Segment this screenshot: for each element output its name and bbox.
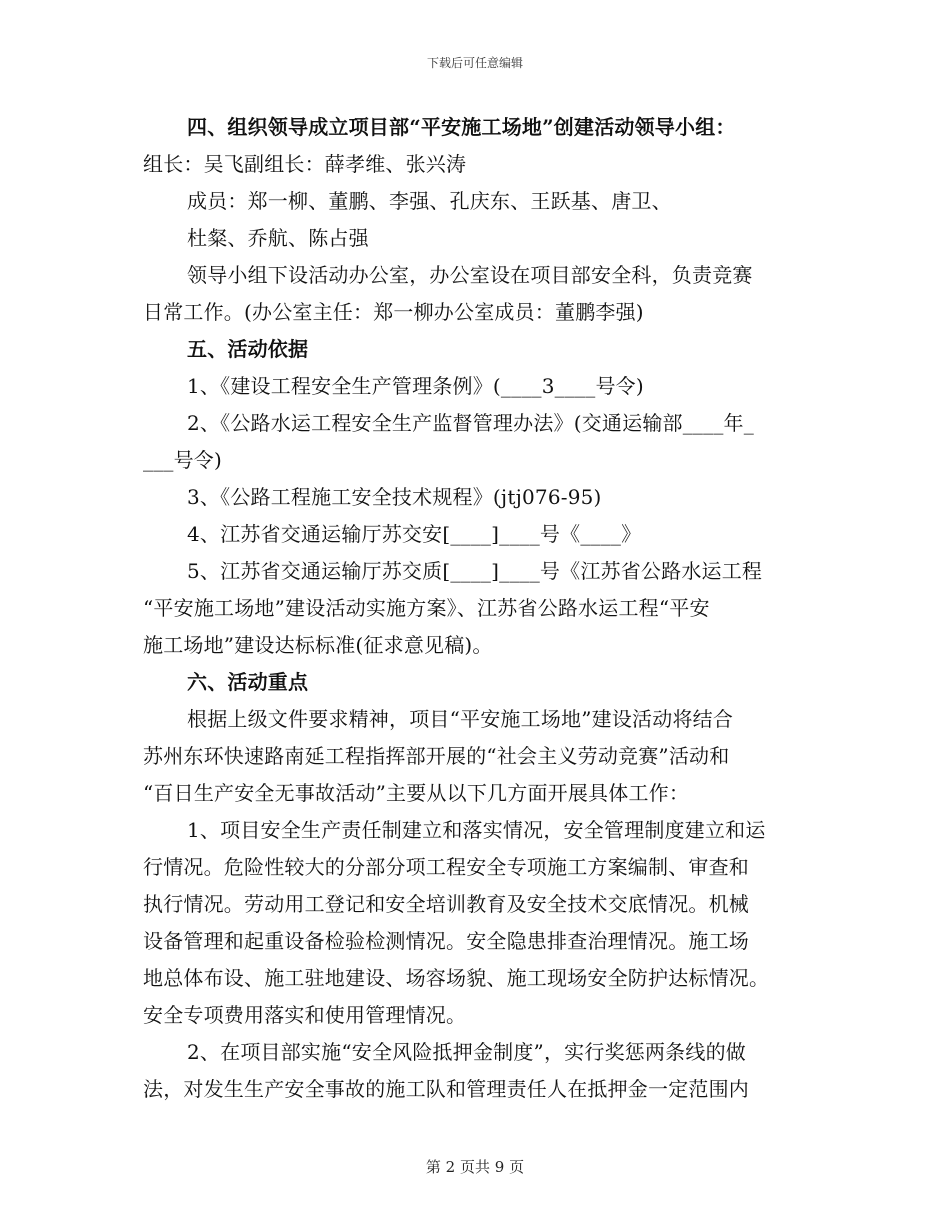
text-line: 杜粲、乔航、陈占强 <box>187 226 369 250</box>
page-footer: 第 2 页共 9 页 <box>425 1158 525 1176</box>
text-line: 苏州东环快速路南延工程指挥部开展的“社会主义劳动竞赛”活动和 <box>143 744 730 768</box>
text-line: “平安施工场地”建设活动实施方案》、江苏省公路水运工程“平安 <box>143 596 710 620</box>
section-heading: 五、活动依据 <box>187 337 309 361</box>
text-line: 成员：郑一柳、董鹏、李强、孔庆东、王跃基、唐卫、 <box>187 189 672 213</box>
text-line: “百日生产安全无事故活动”主要从以下几方面开展具体工作： <box>143 781 690 805</box>
text-line: 5、江苏省交通运输厅苏交质[____]____号《江苏省公路水运工程 <box>187 559 763 583</box>
text-line: 法，对发生生产安全事故的施工队和管理责任人在抵押金一定范围内 <box>143 1077 749 1101</box>
text-line: 根据上级文件要求精神，项目“平安施工场地”建设活动将结合 <box>187 707 734 731</box>
text-line: 执行情况。劳动用工登记和安全培训教育及安全技术交底情况。机械 <box>143 892 749 916</box>
document-body <box>143 109 809 1108</box>
text-line: 1、项目安全生产责任制建立和落实情况，安全管理制度建立和运 <box>187 818 766 842</box>
text-line: 地总体布设、施工驻地建设、场容场貌、施工现场安全防护达标情况。 <box>143 966 770 990</box>
text-line: 2、《公路水运工程安全生产监督管理办法》(交通运输部____年_ <box>187 411 754 435</box>
text-line: 4、江苏省交通运输厅苏交安[____]____号《____》 <box>187 522 642 546</box>
text-line: 领导小组下设活动办公室，办公室设在项目部安全科，负责竞赛 <box>187 263 753 287</box>
text-line: ___号令) <box>143 448 223 472</box>
text-line: 3、《公路工程施工安全技术规程》(jtj076-95) <box>187 485 602 509</box>
section-heading: 六、活动重点 <box>187 670 309 694</box>
text-line: 日常工作。(办公室主任：郑一柳办公室成员：董鹏李强) <box>143 300 644 324</box>
text-line: 安全专项费用落实和使用管理情况。 <box>143 1003 467 1027</box>
text-line: 行情况。危险性较大的分部分项工程安全专项施工方案编制、审查和 <box>143 855 749 879</box>
text-line: 2、在项目部实施“安全风险抵押金制度”，实行奖惩两条线的做 <box>187 1040 746 1064</box>
text-line: 1、《建设工程安全生产管理条例》(____3____号令) <box>187 374 644 398</box>
text-line: 设备管理和起重设备检验检测情况。安全隐患排查治理情况。施工场 <box>143 929 749 953</box>
text-line: 四、组织领导成立项目部“平安施工场地”创建活动领导小组： <box>187 115 736 139</box>
page-header: 下载后可任意编辑 <box>426 56 523 70</box>
text-line: 施工场地”建设达标标准(征求意见稿)。 <box>143 633 493 657</box>
text-line: 组长：吴飞副组长：薛孝维、张兴涛 <box>143 152 467 176</box>
